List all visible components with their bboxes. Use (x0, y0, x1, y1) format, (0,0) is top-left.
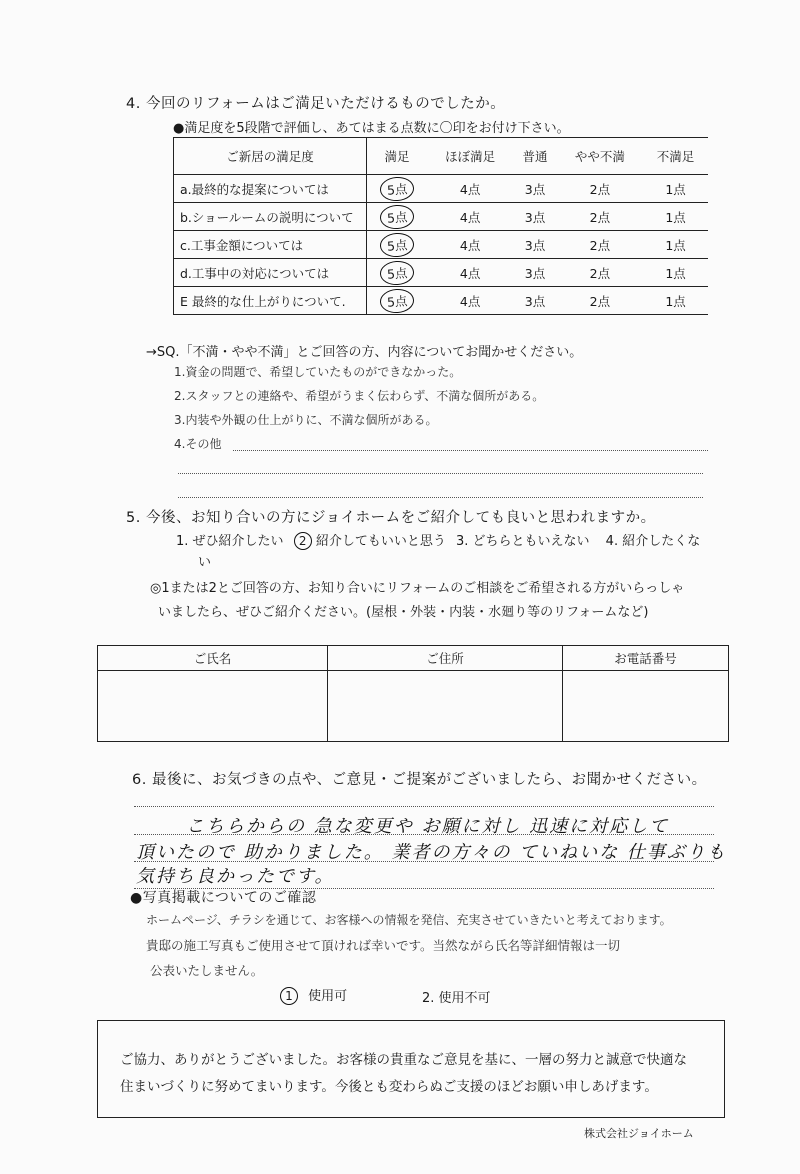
photo-option-1-circled[interactable]: 1 (280, 987, 298, 1005)
q5-option-1[interactable]: 1. ぜひ紹介したい (176, 534, 284, 549)
score-2[interactable]: 2点 (557, 287, 643, 315)
score-5-selected[interactable]: 5点 (379, 259, 415, 285)
score-3[interactable]: 3点 (513, 259, 556, 287)
score-5-selected[interactable]: 5点 (379, 203, 415, 229)
table-row (174, 231, 709, 259)
q4-instruction: ●満足度を5段階で評価し、あてはまる点数に〇印をお付け下さい。 (173, 121, 570, 136)
closing-line2: 住まいづくりに努めてまいります。今後とも変わらぬご支援のほどお願い申しあげます。 (120, 1079, 658, 1095)
score-4[interactable]: 4点 (427, 231, 513, 259)
q4-title: 4. 今回のリフォームはご満足いただけるものでしたか。 (126, 96, 506, 112)
header-somewhat-dissatisfied: やや不満 (557, 138, 643, 175)
score-5-selected[interactable]: 5点 (379, 175, 415, 201)
q5-option-3[interactable]: 3. どちらともいえない (455, 534, 590, 549)
q5-option-4[interactable]: 4. 紹介したくな (605, 534, 701, 549)
q5-note-line1: ◎1または2とご回答の方、お知り合いにリフォームのご相談をご希望される方がいらっしゃ (150, 581, 685, 596)
q5-note-line2: いましたら、ぜひご紹介ください。(屋根・外装・内装・水廻り等のリフォームなど) (158, 605, 649, 620)
row-label: E 最終的な仕上がりについて. (174, 287, 367, 315)
table-row (174, 259, 709, 287)
q6-title: 6. 最後に、お気づきの点や、ご意見・ご提案がございましたら、お聞かせください。 (132, 772, 707, 788)
phone-field[interactable] (563, 671, 729, 742)
score-4[interactable]: 4点 (427, 287, 513, 315)
row-label: a.最終的な提案については (174, 175, 367, 203)
other-answer-line[interactable] (233, 450, 708, 451)
table-row (174, 175, 709, 203)
photo-option-1-label[interactable]: 使用可 (308, 989, 348, 1004)
photo-title: ●写真掲載についてのご確認 (130, 890, 317, 906)
closing-box (97, 1020, 725, 1118)
sq-item-4: 4.その他 (174, 437, 222, 451)
score-4[interactable]: 4点 (427, 203, 513, 231)
q5-options (176, 530, 700, 550)
sq-item-3: 3.内装や外観の仕上がりに、不満な個所がある。 (174, 413, 438, 427)
row-label: c.工事金額については (174, 231, 367, 259)
score-5-selected[interactable]: 5点 (379, 231, 415, 257)
score-3[interactable]: 3点 (513, 231, 556, 259)
header-mostly-satisfied: ほぼ満足 (427, 138, 513, 175)
score-3[interactable]: 3点 (513, 287, 556, 315)
photo-line3: 公表いたしません。 (150, 963, 264, 978)
other-answer-line[interactable] (178, 497, 703, 498)
closing-line1: ご協力、ありがとうございました。お客様の貴重なご意見を基に、一層の努力と誠意で快適な (120, 1052, 687, 1068)
header-name: ご氏名 (98, 646, 328, 671)
table-row (174, 203, 709, 231)
row-label: b.ショールームの説明について (174, 203, 367, 231)
score-2[interactable]: 2点 (557, 259, 643, 287)
table-row (174, 287, 709, 315)
score-1[interactable]: 1点 (643, 287, 708, 315)
header-satisfied: 満足 (367, 138, 427, 175)
table-header-row (174, 138, 709, 175)
header-neutral: 普通 (513, 138, 556, 175)
score-2[interactable]: 2点 (557, 175, 643, 203)
score-1[interactable]: 1点 (643, 175, 708, 203)
score-1[interactable]: 1点 (643, 259, 708, 287)
score-2[interactable]: 2点 (557, 203, 643, 231)
score-3[interactable]: 3点 (513, 175, 556, 203)
handwritten-comment-line1: こちらからの 急な変更や お願に対し 迅速に対応して (186, 816, 670, 837)
score-2[interactable]: 2点 (557, 231, 643, 259)
handwritten-comment-line3: 気持ち良かったです。 (136, 866, 335, 887)
name-field[interactable] (98, 671, 328, 742)
photo-line1: ホームページ、チラシを通じて、お客様への情報を発信、充実させていきたいと考えております。 (146, 913, 672, 927)
address-field[interactable] (328, 671, 563, 742)
satisfaction-table (173, 137, 708, 315)
other-answer-line[interactable] (178, 473, 703, 474)
photo-option-2[interactable]: 2. 使用不可 (422, 991, 491, 1006)
score-4[interactable]: 4点 (427, 175, 513, 203)
score-5-selected[interactable]: 5点 (379, 287, 415, 313)
header-address: ご住所 (328, 646, 563, 671)
sq-item-2: 2.スタッフとの連絡や、希望がうまく伝わらず、不満な個所がある。 (174, 389, 545, 403)
header-dissatisfied: 不満足 (643, 138, 708, 175)
q5-option-2-circled[interactable]: 2 (294, 532, 312, 550)
sq-title: →SQ.「不満・やや不満」とご回答の方、内容についてお聞かせください。 (146, 345, 583, 360)
sq-item-1: 1.資金の問題で、希望していたものができなかった。 (174, 365, 462, 379)
company-name: 株式会社ジョイホーム (584, 1127, 694, 1140)
handwritten-comment-line2: 頂いたので 助かりました。 業者の方々の ていねいな 仕事ぶりも (136, 842, 727, 863)
header-item: ご新居の満足度 (174, 138, 367, 175)
q5-option-2-label[interactable]: 紹介してもいいと思う (315, 534, 446, 549)
photo-option-1[interactable] (280, 985, 347, 1005)
score-4[interactable]: 4点 (427, 259, 513, 287)
q5-option-4-wrap: い (198, 555, 212, 570)
photo-line2: 貴邸の施工写真もご使用させて頂ければ幸いです。当然ながら氏名等詳細情報は一切 (146, 938, 621, 953)
row-label: d.工事中の対応については (174, 259, 367, 287)
comment-line[interactable] (134, 806, 714, 807)
contact-table (97, 645, 729, 742)
score-1[interactable]: 1点 (643, 203, 708, 231)
q5-title: 5. 今後、お知り合いの方にジョイホームをご紹介しても良いと思われますか。 (126, 510, 656, 526)
score-3[interactable]: 3点 (513, 203, 556, 231)
score-1[interactable]: 1点 (643, 231, 708, 259)
header-phone: お電話番号 (563, 646, 729, 671)
